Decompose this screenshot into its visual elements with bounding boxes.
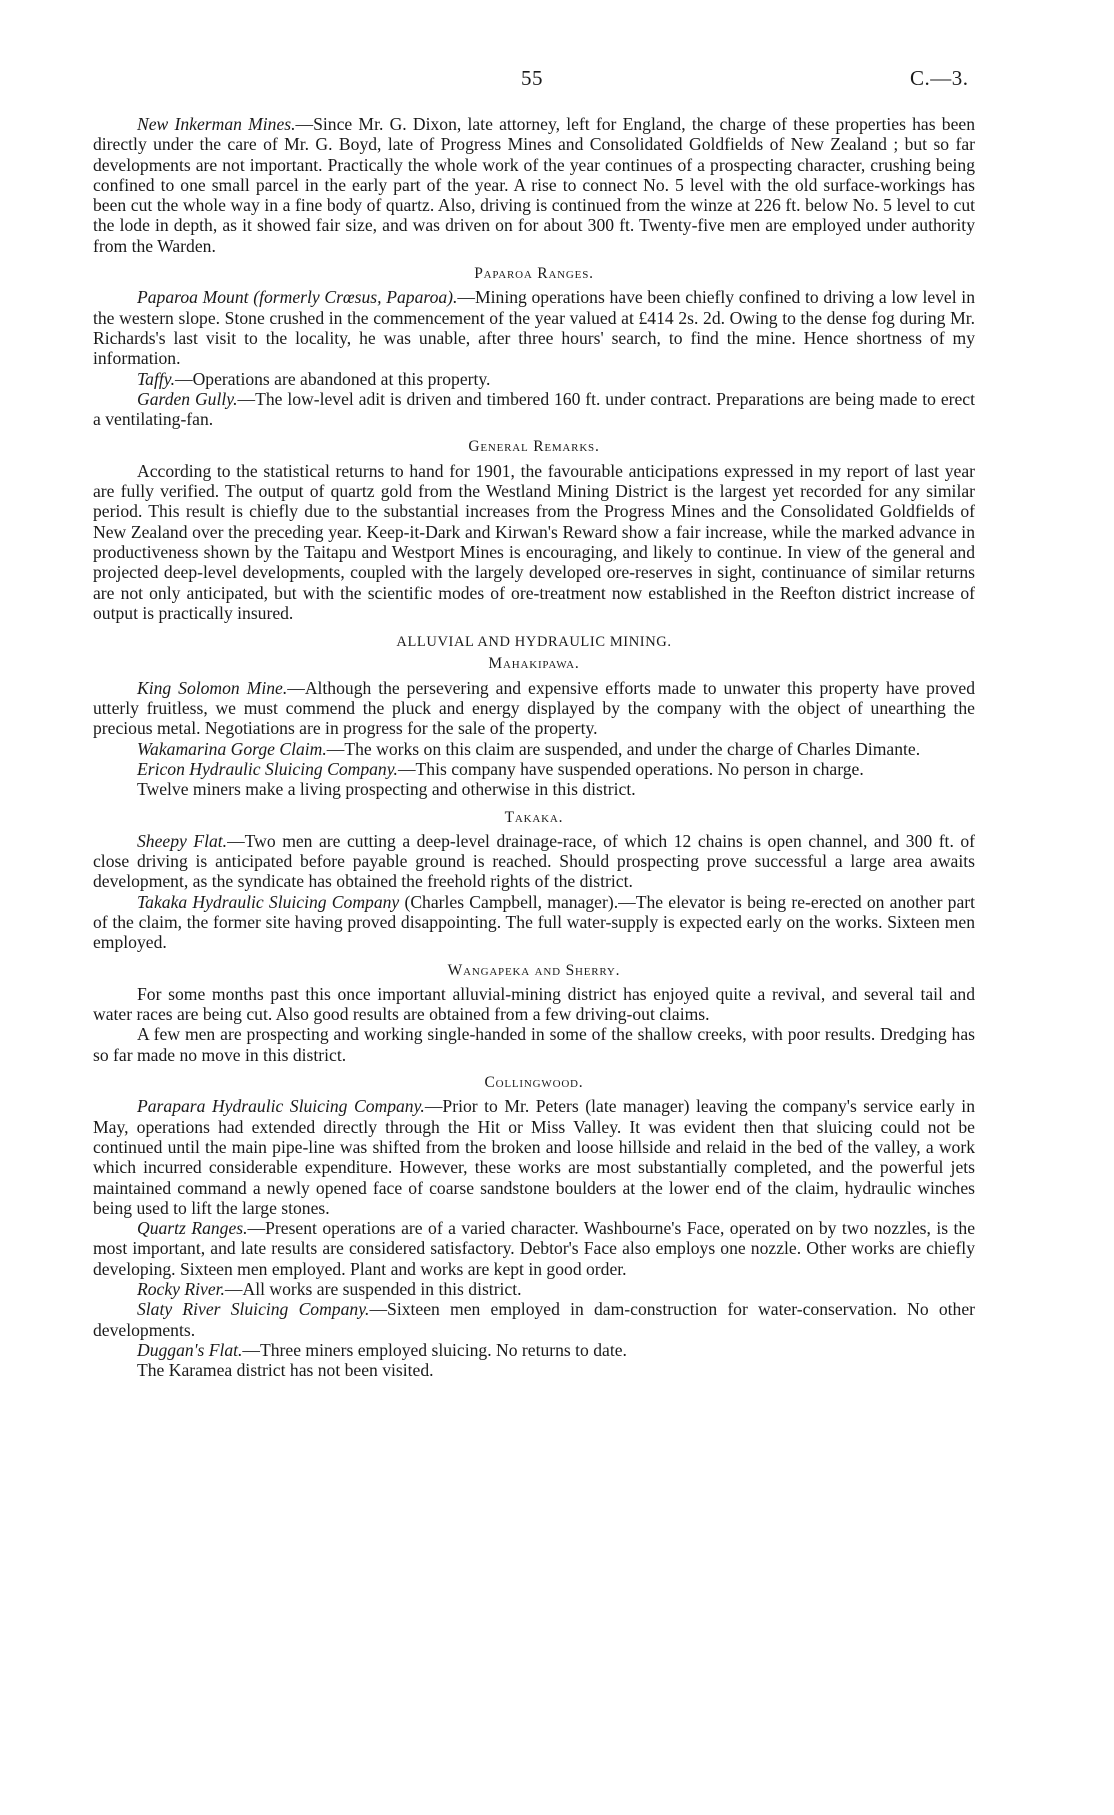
section-paparoa: [93, 287, 975, 429]
section-general-remarks: [93, 461, 975, 623]
entry-title: Slaty River Sluicing Company.: [137, 1299, 370, 1320]
section-mahakipawa: [93, 678, 975, 800]
entry-text: For some months past this once important alluvial-mining district has enjoyed quite a revival, and several tail and water races are being cut. Also good results are obtained from a few driving-out claims.: [93, 983, 975, 1025]
entry-text: —Present operations are of a varied character. Washbourne's Face, operated on by two nozzles, is the most important, and late results are considered satisfactory. Debtor's Face also employs one nozzle. Other works are chiefly developing. Sixteen men employed. Plant and works are kept in good order.: [93, 1218, 975, 1279]
entry-text: A few men are prospecting and working single-handed in some of the shallow creeks, with poor results. Dredging has so far made no move in this district.: [93, 1024, 975, 1065]
entry-title: Sheepy Flat.: [137, 830, 228, 851]
paragraph: [93, 369, 975, 389]
document-reference: C.—3.: [910, 66, 969, 90]
paragraph: [93, 1279, 975, 1299]
paragraph: [93, 984, 975, 1025]
paragraph: [93, 1360, 975, 1380]
paragraph: [93, 287, 975, 368]
paragraph: [93, 739, 975, 759]
report-body: [93, 114, 975, 1381]
page-number: 55: [521, 66, 543, 90]
paragraph: [93, 779, 975, 799]
entry-text: —Two men are cutting a deep-level drainage-race, of which 12 chains is open channel, and 300 ft. of close driving is anticipated before payable ground is reached. Should prospecting prove successful a large area awaits development, as the syndicate has obtained the freehold rights of the district.: [93, 830, 976, 892]
entry-title: Parapara Hydraulic Sluicing Company.: [137, 1096, 425, 1117]
entry-text: Twelve miners make a living prospecting and otherwise in this district.: [137, 779, 636, 800]
entry-text: —Operations are abandoned at this property.: [174, 368, 491, 389]
entry-text: —This company have suspended operations. No person in charge.: [397, 758, 864, 779]
entry-text: —Although the persevering and expensive efforts made to unwater this property have proved utterly fruitless, we must commend the pluck and energy displayed by the company with the object of unearthing the precious metal. Negotiations are in progress for the sale of the property.: [93, 677, 976, 739]
paragraph: [93, 678, 975, 739]
heading-paparoa-ranges: Paparoa Ranges.: [474, 265, 594, 283]
entry-title: Takaka Hydraulic Sluicing Company: [137, 891, 400, 912]
paragraph: [93, 831, 975, 892]
paragraph: [93, 114, 975, 256]
entry-text: (Charles Campbell, manager).—The elevator is being re-erected on another part of the claim, the former site having proved disappointing. The full water-supply is expected early on the works. Sixteen men employed.: [93, 891, 975, 953]
section-wangapeka: [93, 984, 975, 1065]
entry-text: —The works on this claim are suspended, and under the charge of Charles Dimante.: [326, 738, 921, 759]
entry-title: Wakamarina Gorge Claim.: [137, 738, 327, 759]
entry-title: Rocky River.: [137, 1279, 225, 1300]
section-takaka: [93, 831, 975, 953]
entry-title: Garden Gully.: [137, 388, 238, 409]
paragraph: [93, 1299, 975, 1340]
paragraph: [93, 1096, 975, 1218]
entry-text: According to the statistical returns to hand for 1901, the favourable anticipations expressed in my report of last year are fully verified. The output of quartz gold from the Westland Mining District is the largest yet recorded for any similar period. This result is chiefly due to the substantial increases from the Progress Mines and the Consolidated Goldfields of New Zealand over the preceding year. Keep-it-Dark and Kirwan's Reward show a fair increase, while the marked advance in productiveness shown by the Taitapu and Westport Mines is encouraging, and likely to continue. In view of the general and projected deep-level developments, coupled with the largely developed ore-reserves in sight, continuance of similar returns are not only anticipated, but with the scientific modes of ore-treatment now established in the Reefton district increase of output is practically insured.: [93, 460, 975, 623]
entry-text: —Mining operations have been chiefly confined to driving a low level in the western slope. Stone crushed in the commencement of the year valued at £414 2s. 2d. Owing to the dense fog during Mr. Richards's last visit to the locality, he was unable, after three hours' search, to find the mine. Hence shortness of my information.: [93, 287, 975, 369]
entry-text: —All works are suspended in this district.: [224, 1279, 522, 1300]
heading-alluvial-hydraulic: ALLUVIAL AND HYDRAULIC MINING.: [396, 634, 672, 651]
entry-title: King Solomon Mine.: [137, 677, 288, 698]
paragraph: [93, 461, 975, 623]
paragraph: [93, 389, 975, 430]
heading-general-remarks: General Remarks.: [468, 438, 600, 456]
heading-takaka: Takaka.: [504, 808, 564, 826]
paragraph: [93, 759, 975, 779]
entry-title: Taffy.: [137, 368, 175, 389]
heading-mahakipawa: Mahakipawa.: [488, 655, 580, 673]
section-new-inkerman: [93, 114, 975, 256]
entry-text: —The low-level adit is driven and timbered 160 ft. under contract. Preparations are being made to erect a ventilating-fan.: [93, 388, 976, 430]
entry-title: Quartz Ranges.: [137, 1218, 248, 1239]
paragraph: [93, 892, 975, 953]
paragraph: [93, 1024, 975, 1065]
entry-title: New Inkerman Mines.: [137, 114, 296, 134]
heading-wangapeka-sherry: Wangapeka and Sherry.: [447, 961, 621, 979]
paragraph: [93, 1340, 975, 1360]
entry-text: —Three miners employed sluicing. No returns to date.: [242, 1339, 627, 1360]
entry-text: —Since Mr. G. Dixon, late attorney, left for England, the charge of these properties has been directly under the care of Mr. G. Boyd, late of Progress Mines and Consolidated Goldfields of New Zealand ; but so far developments are not important. Practically the whole work of the year continues of a prospecting character, crushing being confined to one small parcel in the early part of the year. A rise to connect No. 5 level with the old surface-workings has been cut the whole way in a fine body of quartz. Also, driving is continued from the winze at 226 ft. below No. 5 level to cut the lode in depth, as it showed fair size, and was driven on for about 300 ft. Twenty-five men are employed under authority from the Warden.: [93, 114, 976, 256]
entry-text: The Karamea district has not been visited.: [137, 1360, 434, 1381]
heading-collingwood: Collingwood.: [484, 1074, 584, 1092]
entry-text: —Prior to Mr. Peters (late manager) leaving the company's service early in May, operations had extended directly through the Hit or Miss Valley. It was evident then that sluicing could not be continued until the main pipe-line was shifted from the broken and loose hillside and relaid in the bed of the valley, a work which incurred considerable expenditure. However, these works are most substantially completed, and the powerful jets maintained command a newly opened face of coarse sandstone boulders at the lower end of the claim, hydraulic winches being used to lift the large stones.: [93, 1096, 975, 1218]
entry-text: —Sixteen men employed in dam-construction for water-conservation. No other developments.: [93, 1299, 975, 1340]
entry-title: Ericon Hydraulic Sluicing Company.: [137, 758, 398, 779]
paragraph: [93, 1218, 975, 1279]
entry-title: Duggan's Flat.: [137, 1339, 243, 1360]
entry-title: Paparoa Mount (formerly Crœsus, Paparoa).: [137, 287, 458, 308]
section-collingwood: [93, 1096, 975, 1380]
